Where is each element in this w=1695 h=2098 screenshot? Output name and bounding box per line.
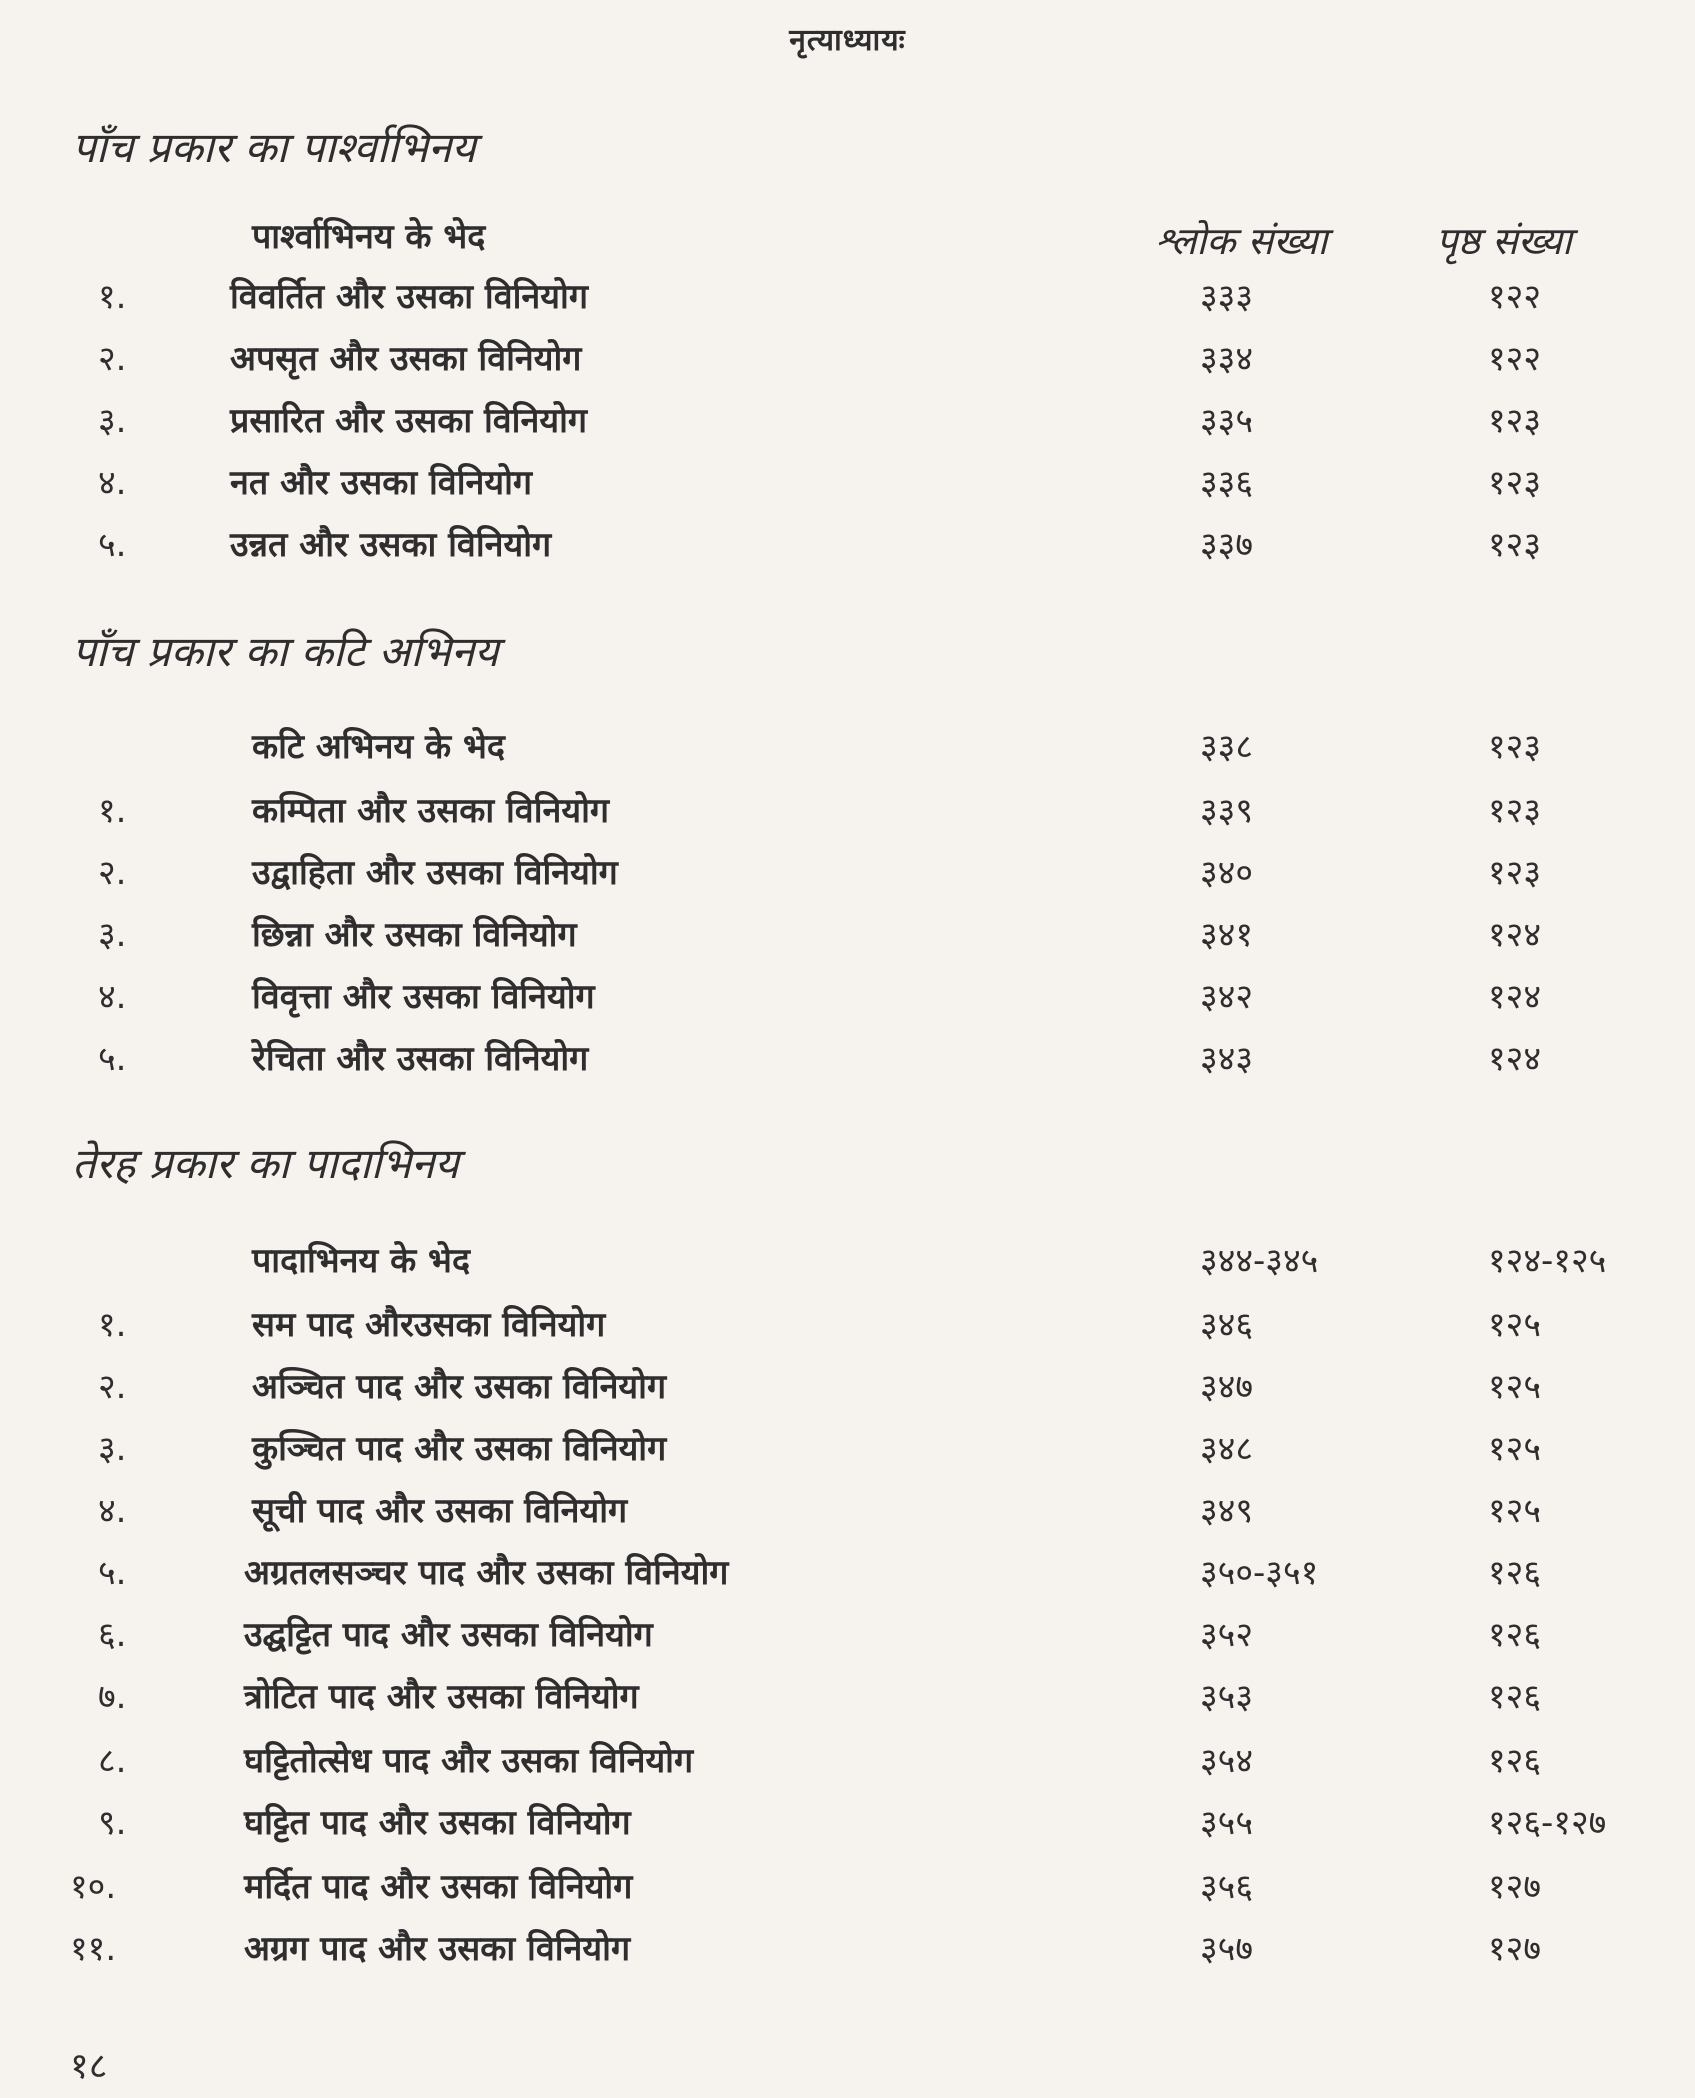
shloka-number: ३३३ [1200, 277, 1254, 317]
shloka-number: ३४२ [1200, 977, 1254, 1017]
page-number: १२५ [1488, 1491, 1542, 1531]
page-number: १२६ [1488, 1677, 1542, 1717]
list-item [0, 334, 1695, 390]
item-number: ३. [98, 915, 127, 955]
page-number: १२३ [1488, 791, 1542, 831]
page-number: १२३ [1488, 401, 1542, 441]
shloka-number: ३४८ [1200, 1429, 1254, 1469]
item-number: ४. [98, 1491, 127, 1531]
list-item [0, 1034, 1695, 1090]
page-number: १२४ [1488, 977, 1542, 1017]
shloka-number: ३३५ [1200, 401, 1254, 441]
item-number: १. [98, 791, 127, 831]
list-item [0, 458, 1695, 514]
item-label: विवृत्ता और उसका विनियोग [252, 977, 595, 1017]
item-label: रेचिता और उसका विनियोग [252, 1039, 589, 1079]
list-item [0, 396, 1695, 452]
list-item [0, 520, 1695, 576]
shloka-number: ३३४ [1200, 339, 1254, 379]
list-item [0, 910, 1695, 966]
page-number: १२५ [1488, 1305, 1542, 1345]
item-label: अञ्चित पाद और उसका विनियोग [252, 1367, 667, 1407]
item-number: १. [98, 277, 127, 317]
shloka-number: ३५५ [1200, 1803, 1254, 1843]
shloka-number: ३५०-३५१ [1200, 1553, 1319, 1593]
list-item [0, 1862, 1695, 1918]
shloka-number: ३५२ [1200, 1615, 1254, 1655]
shloka-number: ३३८ [1200, 727, 1254, 767]
list-item [0, 272, 1695, 328]
item-label: अपसृत और उसका विनियोग [230, 339, 582, 379]
item-number: ५. [98, 1039, 127, 1079]
subhead-label: पार्श्वाभिनय के भेद [252, 217, 486, 257]
list-item [0, 1610, 1695, 1666]
page-number: १२३ [1488, 727, 1542, 767]
page-number: १२२ [1488, 277, 1542, 317]
column-header-page: पृष्ठ संख्या [1436, 219, 1572, 263]
page-number: १२५ [1488, 1429, 1542, 1469]
subhead-label: कटि अभिनय के भेद [252, 727, 505, 767]
item-label: कम्पिता और उसका विनियोग [252, 791, 610, 831]
shloka-number: ३४६ [1200, 1305, 1254, 1345]
shloka-number: ३५४ [1200, 1741, 1254, 1781]
item-number: ६. [98, 1615, 127, 1655]
page-header: नृत्याध्यायः [789, 23, 906, 58]
item-number: ११. [70, 1929, 117, 1969]
item-number: ८. [98, 1741, 127, 1781]
list-item [0, 1736, 1695, 1792]
item-number: ५. [98, 525, 127, 565]
item-label: उन्नत और उसका विनियोग [230, 525, 552, 565]
item-label: कुञ्चित पाद और उसका विनियोग [252, 1429, 667, 1469]
item-number: ५. [98, 1553, 127, 1593]
page-number: १२६ [1488, 1615, 1542, 1655]
list-item [0, 1362, 1695, 1418]
shloka-number: ३४४-३४५ [1200, 1241, 1319, 1281]
item-label: प्रसारित और उसका विनियोग [230, 401, 588, 441]
column-header-shloka: श्लोक संख्या [1155, 219, 1328, 263]
subhead-row [0, 1236, 1695, 1292]
item-number: १०. [70, 1867, 117, 1907]
shloka-number: ३४३ [1200, 1039, 1254, 1079]
item-number: ३. [98, 1429, 127, 1469]
item-number: ३. [98, 401, 127, 441]
page-number: १२३ [1488, 853, 1542, 893]
item-number: ७. [98, 1677, 127, 1717]
item-number: २. [98, 1367, 127, 1407]
item-label: उद्वाहिता और उसका विनियोग [252, 853, 618, 893]
page-number: १२४ [1488, 1039, 1542, 1079]
item-number: २. [98, 853, 127, 893]
shloka-number: ३५३ [1200, 1677, 1254, 1717]
list-item [0, 1486, 1695, 1542]
list-item [0, 972, 1695, 1028]
list-item [0, 786, 1695, 842]
shloka-number: ३५६ [1200, 1867, 1254, 1907]
list-item [0, 1798, 1695, 1854]
shloka-number: ३४९ [1200, 1491, 1254, 1531]
page-number: १२४ [1488, 915, 1542, 955]
page-number: १२७ [1488, 1867, 1542, 1907]
item-label: विवर्तित और उसका विनियोग [230, 277, 588, 317]
shloka-number: ३३७ [1200, 525, 1254, 565]
list-item [0, 1672, 1695, 1728]
page-number: १२५ [1488, 1367, 1542, 1407]
page-number: १२३ [1488, 463, 1542, 503]
item-number: ९. [98, 1803, 127, 1843]
page-number: १२३ [1488, 525, 1542, 565]
page-number: १२७ [1488, 1929, 1542, 1969]
list-item [0, 1424, 1695, 1480]
list-item [0, 1300, 1695, 1356]
item-label: सम पाद औरउसका विनियोग [252, 1305, 606, 1345]
section-title: पाँच प्रकार का कटि अभिनय [72, 627, 499, 676]
item-label: छिन्ना और उसका विनियोग [252, 915, 577, 955]
item-number: २. [98, 339, 127, 379]
item-label: त्रोटित पाद और उसका विनियोग [244, 1677, 639, 1717]
page-number: १२६-१२७ [1488, 1803, 1607, 1843]
shloka-number: ३४० [1200, 853, 1254, 893]
page-number: १२२ [1488, 339, 1542, 379]
item-label: अग्रग पाद और उसका विनियोग [244, 1929, 631, 1969]
item-label: नत और उसका विनियोग [230, 463, 533, 503]
shloka-number: ३४१ [1200, 915, 1254, 955]
page-number: १२६ [1488, 1553, 1542, 1593]
section-title: पाँच प्रकार का पार्श्वाभिनय [72, 123, 476, 172]
page-number: १२६ [1488, 1741, 1542, 1781]
footer-page-number: १८ [70, 2046, 108, 2087]
shloka-number: ३३६ [1200, 463, 1254, 503]
item-label: उद्घट्टित पाद और उसका विनियोग [244, 1615, 653, 1655]
list-item [0, 1924, 1695, 1980]
item-label: अग्रतलसञ्चर पाद और उसका विनियोग [244, 1553, 729, 1593]
page-number: १२४-१२५ [1488, 1241, 1607, 1281]
section-title: तेरह प्रकार का पादाभिनय [72, 1139, 459, 1188]
shloka-number: ३५७ [1200, 1929, 1254, 1969]
subhead-label: पादाभिनय के भेद [252, 1241, 471, 1281]
item-label: मर्दित पाद और उसका विनियोग [244, 1867, 633, 1907]
list-item [0, 1548, 1695, 1604]
item-label: घट्टितोत्सेध पाद और उसका विनियोग [244, 1741, 694, 1781]
subhead-row [0, 722, 1695, 778]
item-label: घट्टित पाद और उसका विनियोग [244, 1803, 631, 1843]
item-number: १. [98, 1305, 127, 1345]
item-number: ४. [98, 977, 127, 1017]
shloka-number: ३३९ [1200, 791, 1254, 831]
shloka-number: ३४७ [1200, 1367, 1254, 1407]
item-number: ४. [98, 463, 127, 503]
item-label: सूची पाद और उसका विनियोग [252, 1491, 628, 1531]
list-item [0, 848, 1695, 904]
